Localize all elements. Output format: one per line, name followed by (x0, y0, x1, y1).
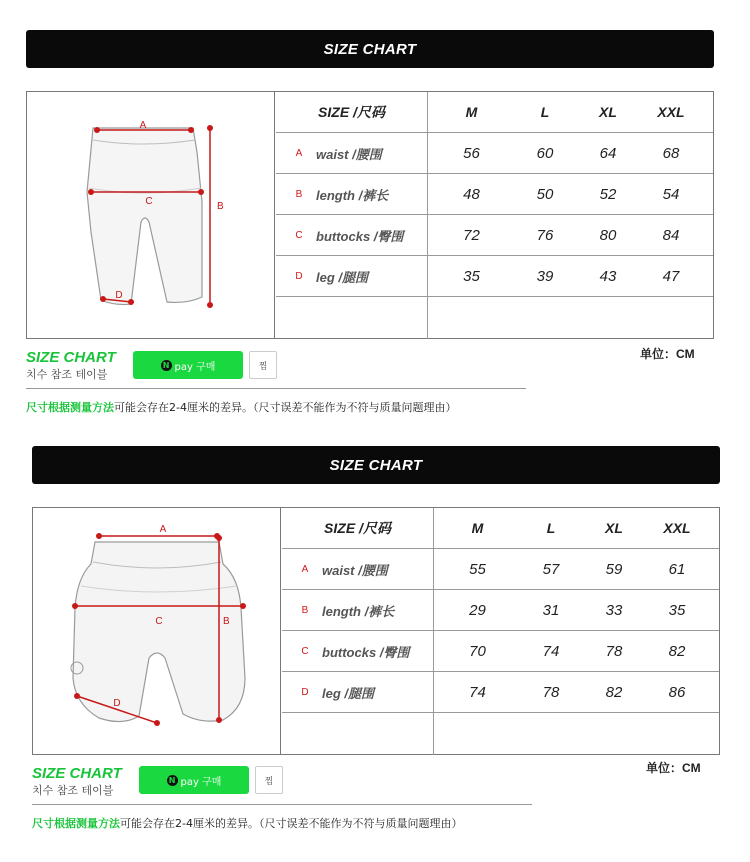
npay-logo-icon: N (161, 360, 172, 371)
section-title-bar: SIZE CHART (32, 446, 720, 484)
size-header-xl: XL (599, 104, 617, 120)
section-title-bar: SIZE CHART (26, 30, 714, 68)
measure-label-d: D (113, 698, 121, 709)
value-cell: 48 (463, 185, 480, 203)
value-cell: 74 (542, 642, 560, 660)
row-measure-name: buttocks /臀围 (322, 644, 410, 660)
row-measure-name: waist /腰围 (316, 146, 382, 162)
value-cell: 47 (662, 267, 680, 285)
row-letter: B (295, 188, 303, 200)
row-measure-name: length /裤长 (316, 187, 389, 203)
measure-label-a: A (139, 120, 147, 131)
row-measure-name: length /裤长 (322, 603, 395, 619)
size-header-m: M (465, 104, 478, 120)
value-cell: 31 (542, 601, 560, 619)
wishlist-button[interactable]: 찜 (249, 351, 277, 379)
size-header-l: L (546, 520, 556, 536)
measurement-note-highlight: 尺寸根据测量方法 (32, 817, 120, 830)
unit-label: 单位：CM (640, 347, 695, 361)
wishlist-button[interactable]: 찜 (255, 766, 283, 794)
table-row (282, 631, 719, 672)
value-cell: 70 (469, 642, 486, 660)
npay-buy-label: pay 구매 (174, 361, 216, 373)
table-row (282, 672, 719, 713)
row-measure-name: leg /腿围 (322, 685, 375, 701)
row-letter: A (295, 147, 303, 159)
value-cell: 54 (662, 185, 680, 203)
size-header-xxl: XXL (663, 520, 691, 536)
row-measure-name: leg /腿围 (316, 269, 369, 285)
value-cell: 35 (668, 601, 686, 619)
size-header-xl: XL (605, 520, 623, 536)
table-row (282, 549, 719, 590)
value-cell: 78 (605, 642, 623, 660)
value-cell: 82 (668, 642, 686, 660)
size-header-l: L (540, 104, 550, 120)
measure-label-a: A (159, 524, 167, 535)
measurement-note (32, 815, 462, 831)
footer-size-chart-title: SIZE CHART (26, 349, 116, 366)
value-cell: 60 (536, 144, 554, 162)
row-letter: D (301, 686, 309, 698)
short-shorts-illustration (33, 508, 281, 756)
value-cell: 84 (662, 226, 680, 244)
table-row-empty (282, 713, 719, 755)
measure-label-d: D (115, 290, 123, 301)
footer-size-chart-subtitle: 치수 참조 테이블 (32, 784, 114, 797)
value-cell: 86 (668, 683, 686, 701)
measurement-note-text: 可能会存在2-4厘米的差异。（尺寸误差不能作为不符与质量问题理由） (114, 401, 457, 414)
value-cell: 56 (463, 144, 480, 162)
value-cell: 57 (542, 560, 560, 578)
value-cell: 50 (536, 185, 554, 203)
value-cell: 61 (668, 560, 686, 578)
npay-buy-button[interactable] (139, 766, 249, 794)
value-cell: 74 (469, 683, 486, 701)
value-cell: 68 (662, 144, 680, 162)
measurement-note-highlight: 尺寸根据测量方法 (26, 401, 114, 414)
measure-label-c: C (155, 616, 163, 627)
row-measure-name: waist /腰围 (322, 562, 388, 578)
footer-size-chart-title: SIZE CHART (32, 765, 122, 782)
size-header-label: SIZE /尺码 (318, 104, 385, 120)
value-cell: 72 (463, 226, 480, 244)
row-letter: C (295, 229, 303, 241)
size-header-m: M (471, 520, 484, 536)
row-measure-name: buttocks /臀围 (316, 228, 404, 244)
measure-label-b: B (217, 201, 224, 212)
value-cell: 43 (599, 267, 617, 285)
size-chart-frame (32, 507, 720, 755)
row-letter: A (301, 563, 309, 575)
value-cell: 33 (605, 601, 623, 619)
row-letter: B (301, 604, 309, 616)
value-cell: 39 (536, 267, 554, 285)
value-cell: 64 (599, 144, 617, 162)
npay-logo-icon: N (167, 775, 178, 786)
value-cell: 29 (469, 601, 486, 619)
short-shorts-diagram (33, 508, 281, 754)
divider (32, 804, 532, 805)
unit-label: 单位：CM (646, 761, 701, 775)
row-letter: C (301, 645, 309, 657)
value-cell: 78 (542, 683, 560, 701)
row-letter: D (295, 270, 303, 282)
size-table (282, 508, 719, 754)
value-cell: 55 (469, 560, 486, 578)
size-header-label: SIZE /尺码 (324, 520, 391, 536)
npay-buy-label: pay 구매 (180, 776, 222, 788)
value-cell: 35 (463, 267, 480, 285)
measure-label-c: C (145, 196, 153, 207)
table-header-row (282, 508, 719, 549)
size-header-xxl: XXL (657, 104, 685, 120)
value-cell: 82 (605, 683, 623, 701)
value-cell: 59 (605, 560, 623, 578)
footer-size-chart-subtitle: 치수 참조 테이블 (26, 368, 108, 381)
value-cell: 76 (536, 226, 554, 244)
measure-label-b: B (223, 616, 230, 627)
measurement-note-text: 可能会存在2-4厘米的差异。（尺寸误差不能作为不符与质量问题理由） (120, 817, 463, 830)
value-cell: 52 (599, 185, 617, 203)
value-cell: 80 (599, 226, 617, 244)
table-row (282, 590, 719, 631)
